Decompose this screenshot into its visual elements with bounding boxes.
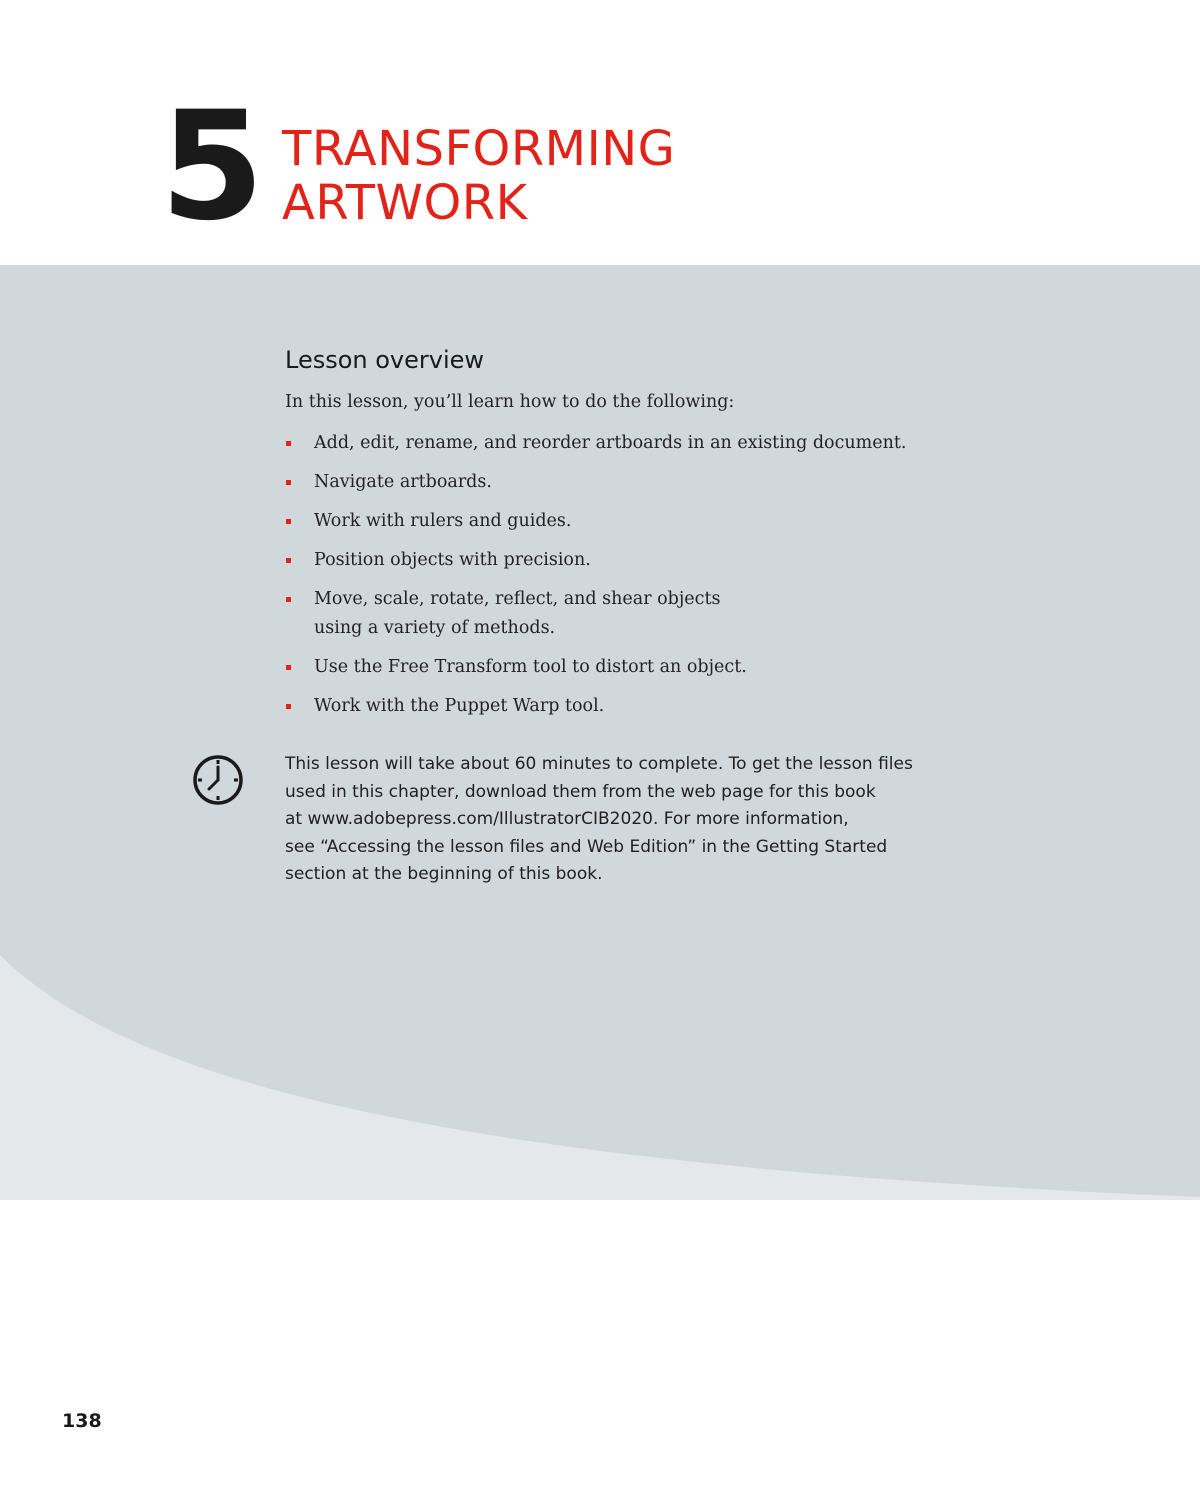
page-number: 138 — [62, 1410, 102, 1432]
bullet-icon — [286, 519, 291, 524]
time-note-line: used in this chapter, download them from the web page for this book — [285, 781, 876, 802]
chapter-title-line-1: TRANSFORMING — [282, 121, 676, 177]
clock-icon — [190, 752, 246, 808]
bullet-icon — [286, 441, 291, 446]
lesson-intro: In this lesson, you’ll learn how to do the following: — [285, 392, 735, 412]
bullet-icon — [286, 558, 291, 563]
list-item: Work with rulers and guides. — [285, 507, 985, 536]
list-item: Add, edit, rename, and reorder artboards in an existing document. — [285, 429, 985, 458]
time-note-line: see “Accessing the lesson files and Web Edition” in the Getting Started — [285, 836, 888, 857]
list-item: Navigate artboards. — [285, 468, 985, 497]
chapter-header — [0, 0, 1200, 265]
list-item: Use the Free Transform tool to distort an object. — [285, 653, 985, 682]
time-note-line: section at the beginning of this book. — [285, 864, 603, 884]
bullet-icon — [286, 665, 291, 670]
time-note-line: This lesson will take about 60 minutes to complete. To get the lesson files — [285, 754, 913, 774]
chapter-title — [282, 122, 675, 230]
lesson-overview — [285, 343, 985, 731]
list-item: Position objects with precision. — [285, 546, 985, 575]
lesson-overview-heading: Lesson overview — [285, 346, 485, 374]
list-item: Move, scale, rotate, reflect, and shear objects using a variety of methods. — [285, 585, 985, 643]
time-note-line: at www.adobepress.com/IllustratorCIB2020. For more information, — [285, 809, 849, 829]
chapter-title-line-2: ARTWORK — [282, 175, 528, 231]
objectives-list — [285, 429, 985, 721]
bullet-icon — [286, 704, 291, 709]
time-note — [285, 751, 925, 889]
list-item: Work with the Puppet Warp tool. — [285, 692, 985, 721]
bullet-icon — [286, 480, 291, 485]
bullet-icon — [286, 597, 291, 602]
chapter-number: 5 — [160, 80, 261, 254]
